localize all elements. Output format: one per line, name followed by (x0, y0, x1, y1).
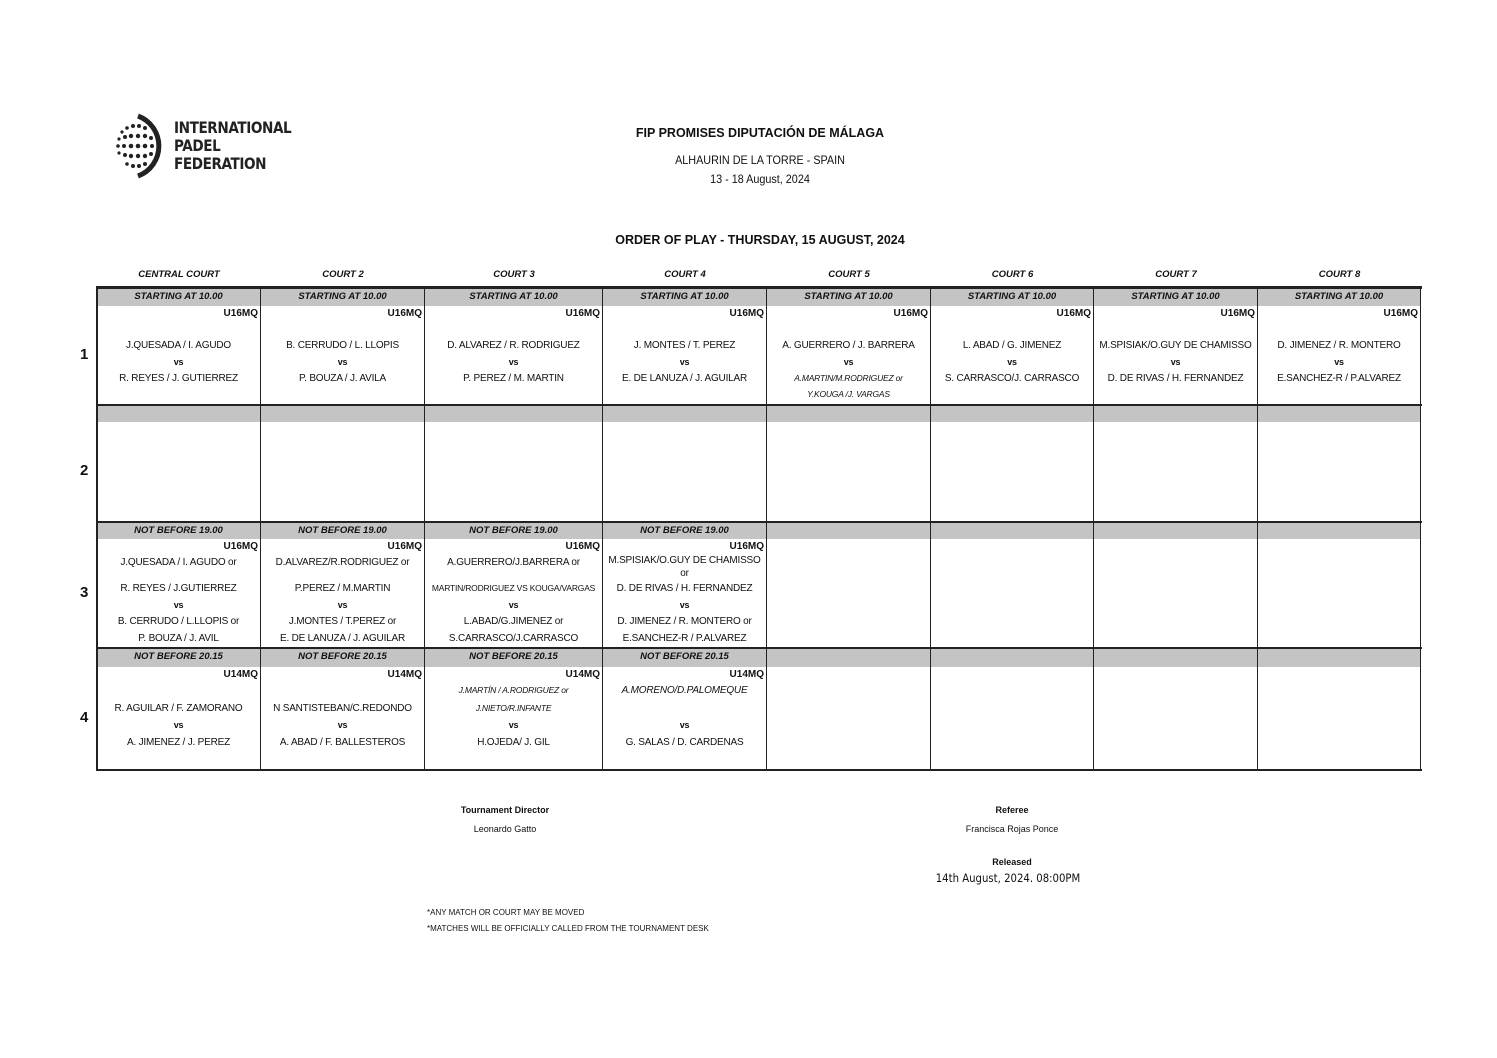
team-names: B. CERRUDO / L.LLOPIS or (117, 616, 240, 627)
start-time-bar: NOT BEFORE 19.00 (425, 522, 603, 539)
team-names: D.ALVAREZ/R.RODRIGUEZ or (275, 557, 410, 568)
start-time-bar (931, 648, 1094, 667)
start-time-bar (767, 522, 931, 539)
start-time-bar (767, 405, 931, 422)
team-names: A.GUERRERO/J.BARRERA or (447, 557, 580, 568)
team-names: J.QUESADA / I. AGUDO (126, 340, 231, 351)
match-cell[interactable] (425, 422, 603, 522)
team-names: P. BOUZA / J. AVILA (299, 373, 386, 384)
order-of-play-title: ORDER OF PLAY - THURSDAY, 15 AUGUST, 2024 (615, 233, 905, 247)
table-left-border (96, 288, 98, 770)
match-cell[interactable] (261, 306, 425, 405)
referee-label: Referee (995, 805, 1029, 815)
start-time-bar: NOT BEFORE 20.15 (603, 648, 767, 667)
team-names: A.MORENO/D.PALOMEQUE (621, 685, 748, 696)
row-divider (96, 522, 1422, 523)
team-names: D. ALVAREZ / R. RODRIGUEZ (447, 340, 580, 351)
match-cell[interactable] (425, 306, 603, 405)
match-cell[interactable] (1258, 306, 1421, 405)
team-names: S.CARRASCO/J.CARRASCO (448, 633, 579, 644)
round-number: 4 (80, 708, 89, 726)
start-time-bar (97, 405, 261, 422)
team-names: A. GUERRERO / J. BARRERA (782, 340, 915, 351)
team-names: R. REYES / J.GUTIERREZ (120, 583, 237, 594)
team-names: E. DE LANUZA / J. AGUILAR (279, 633, 406, 644)
team-names: L.ABAD/G.JIMENEZ or (463, 616, 564, 627)
match-cell[interactable] (261, 539, 425, 648)
court-header: COURT 6 (991, 269, 1034, 280)
start-time-bar (425, 405, 603, 422)
match-cell[interactable] (767, 306, 931, 405)
team-names: B. CERRUDO / L. LLOPIS (286, 340, 399, 351)
team-names: L. ABAD / G. JIMENEZ (962, 340, 1062, 351)
match-cell[interactable] (603, 306, 767, 405)
team-names: A. ABAD / F. BALLESTEROS (279, 737, 406, 748)
match-category: U16MQ (893, 308, 928, 319)
team-names: N SANTISTEBAN/C.REDONDO (273, 703, 412, 714)
team-names: E.SANCHEZ-R / P.ALVAREZ (622, 633, 747, 644)
start-time-bar (261, 405, 425, 422)
team-names: S. CARRASCO/J. CARRASCO (944, 373, 1080, 384)
match-cell[interactable] (931, 539, 1094, 648)
court-header: CENTRAL COURT (138, 269, 220, 280)
match-cell[interactable] (97, 422, 261, 522)
team-names: P. BOUZA / J. AVIL (138, 633, 219, 644)
round-number: 2 (80, 462, 89, 479)
logo-line: FEDERATION (174, 154, 267, 173)
versus-label: vs (173, 357, 184, 367)
versus-label: vs (337, 600, 348, 610)
versus-label: vs (1007, 357, 1017, 367)
versus-label: vs (679, 600, 690, 610)
start-time-bar: NOT BEFORE 19.00 (603, 522, 767, 539)
court-header: COURT 5 (828, 269, 870, 280)
match-category: U16MQ (729, 541, 764, 552)
team-names: D. JIMENEZ / R. MONTERO (1277, 340, 1401, 351)
start-time-bar: STARTING AT 10.00 (1258, 288, 1421, 306)
team-names: G. SALAS / D. CARDENAS (625, 737, 744, 748)
tournament-title: FIP PROMISES DIPUTACIÓN DE MÁLAGA (635, 126, 885, 140)
court-header: COURT 2 (322, 269, 364, 280)
start-time-bar: NOT BEFORE 20.15 (425, 648, 603, 667)
match-cell[interactable] (1094, 667, 1258, 770)
start-time-bar: STARTING AT 10.00 (261, 288, 425, 306)
padel-ball-logo-icon (112, 112, 164, 180)
versus-label: vs (508, 720, 519, 730)
start-time-bar: NOT BEFORE 19.00 (261, 522, 425, 539)
versus-label: vs (679, 720, 690, 730)
team-names: M.SPISIAK/O.GUY DE CHAMISSO (608, 555, 761, 566)
match-cell[interactable] (1094, 306, 1258, 405)
start-time-bar (1258, 522, 1421, 539)
team-names: J.MONTES / T.PEREZ or (288, 616, 397, 627)
team-names: M.SPISIAK/O.GUY DE CHAMISSO (1099, 340, 1252, 351)
team-names: MARTIN/RODRIGUEZ VS KOUGA/VARGAS (431, 583, 596, 593)
start-time-bar: STARTING AT 10.00 (767, 288, 931, 306)
referee-name: Francisca Rojas Ponce (965, 824, 1059, 834)
court-header: COURT 8 (1318, 269, 1361, 280)
match-category: U16MQ (565, 308, 600, 319)
match-cell[interactable] (603, 667, 767, 770)
start-time-bar (931, 522, 1094, 539)
match-cell[interactable] (261, 422, 425, 522)
team-names: P.PEREZ / M.MARTIN (294, 583, 391, 594)
match-cell[interactable] (767, 422, 931, 522)
row-divider (96, 769, 1422, 771)
match-category: U16MQ (1220, 308, 1255, 319)
versus-label: vs (337, 720, 348, 730)
start-time-bar: NOT BEFORE 20.15 (261, 648, 425, 667)
versus-label: vs (337, 357, 348, 367)
match-category: U16MQ (1383, 308, 1418, 319)
team-names: J. MONTES / T. PEREZ (633, 340, 736, 351)
match-cell[interactable] (97, 539, 261, 648)
team-names: Y.KOUGA /J. VARGAS (807, 389, 890, 399)
start-time-bar (1094, 405, 1258, 422)
team-names: E.SANCHEZ-R / P.ALVAREZ (1277, 373, 1401, 384)
match-cell[interactable] (931, 422, 1094, 522)
team-names: J.NIETO/R.INFANTE (475, 703, 552, 713)
team-names: or (680, 568, 689, 579)
match-category: U16MQ (223, 308, 258, 319)
match-cell[interactable] (603, 422, 767, 522)
match-cell[interactable] (767, 539, 931, 648)
start-time-bar (1094, 648, 1258, 667)
start-time-bar: STARTING AT 10.00 (931, 288, 1094, 306)
start-time-bar: STARTING AT 10.00 (425, 288, 603, 306)
match-category: U16MQ (1056, 308, 1091, 319)
match-cell[interactable] (1258, 422, 1421, 522)
team-names: J.MARTÍN / A.RODRIGUEZ or (458, 685, 569, 695)
match-category: U16MQ (565, 541, 600, 552)
director-label: Tournament Director (460, 805, 550, 815)
versus-label: vs (173, 600, 184, 610)
table-top-border (96, 286, 1422, 289)
match-category: U16MQ (387, 308, 422, 319)
match-category: U14MQ (387, 669, 422, 680)
released-label: Released (992, 857, 1032, 867)
row-divider (96, 648, 1422, 649)
team-names: J.QUESADA / I. AGUDO or (120, 557, 237, 568)
fip-logo (112, 112, 292, 180)
match-category: U16MQ (387, 541, 422, 552)
round-number: 1 (80, 345, 89, 363)
note: *MATCHES WILL BE OFFICIALLY CALLED FROM THE TOURNAMENT DESK (427, 924, 709, 933)
match-cell[interactable] (1258, 667, 1421, 770)
versus-label: vs (173, 720, 184, 730)
match-category: U14MQ (223, 669, 258, 680)
tournament-dates: 13 - 18 August, 2024 (710, 172, 810, 186)
start-time-bar (767, 648, 931, 667)
court-header: COURT 4 (664, 269, 706, 280)
versus-label: vs (679, 357, 690, 367)
match-cell[interactable] (425, 667, 603, 770)
match-cell[interactable] (1258, 539, 1421, 648)
court-header: COURT 3 (493, 269, 535, 280)
start-time-bar: STARTING AT 10.00 (603, 288, 767, 306)
match-cell[interactable] (931, 667, 1094, 770)
start-time-bar: STARTING AT 10.00 (97, 288, 261, 306)
match-category: U16MQ (729, 308, 764, 319)
team-names: R. AGUILAR / F. ZAMORANO (114, 703, 243, 714)
match-category: U14MQ (729, 669, 764, 680)
start-time-bar: STARTING AT 10.00 (1094, 288, 1258, 306)
versus-label: vs (1334, 357, 1344, 367)
round-number: 3 (80, 583, 89, 601)
match-cell[interactable] (603, 539, 767, 648)
note: *ANY MATCH OR COURT MAY BE MOVED (427, 908, 585, 917)
team-names: D. DE RIVAS / H. FERNANDEZ (1107, 373, 1244, 384)
start-time-bar: NOT BEFORE 19.00 (97, 522, 261, 539)
match-cell[interactable] (261, 667, 425, 770)
match-cell[interactable] (1094, 422, 1258, 522)
team-names: D. DE RIVAS / H. FERNANDEZ (616, 583, 753, 594)
tournament-location: ALHAURIN DE LA TORRE - SPAIN (675, 153, 845, 167)
start-time-bar (931, 405, 1094, 422)
team-names: A. JIMENEZ / J. PEREZ (126, 737, 231, 748)
released-value: 14th August, 2024. 08:00PM (935, 871, 1081, 885)
logo-line: PADEL (174, 136, 221, 155)
match-cell[interactable] (97, 306, 261, 405)
match-cell[interactable] (767, 667, 931, 770)
director-name: Leonardo Gatto (473, 824, 537, 834)
team-names: R. REYES / J. GUTIERREZ (119, 373, 238, 384)
versus-label: vs (508, 600, 519, 610)
match-category: U16MQ (223, 541, 258, 552)
match-category: U14MQ (565, 669, 600, 680)
row-divider (96, 405, 1422, 406)
team-names: D. JIMENEZ / R. MONTERO or (617, 616, 752, 627)
logo-line: INTERNATIONAL (174, 118, 292, 137)
versus-label: vs (1170, 357, 1181, 367)
match-cell[interactable] (425, 539, 603, 648)
team-names: A.MARTIN/M.RODRIGUEZ or (794, 373, 903, 383)
match-cell[interactable] (97, 667, 261, 770)
start-time-bar (1094, 522, 1258, 539)
team-names: E. DE LANUZA / J. AGUILAR (621, 373, 748, 384)
start-time-bar (1258, 405, 1421, 422)
versus-label: vs (843, 357, 854, 367)
team-names: P. PEREZ / M. MARTIN (463, 373, 564, 384)
match-cell[interactable] (931, 306, 1094, 405)
start-time-bar: NOT BEFORE 20.15 (97, 648, 261, 667)
start-time-bar (603, 405, 767, 422)
court-header: COURT 7 (1155, 269, 1197, 280)
versus-label: vs (508, 357, 519, 367)
start-time-bar (1258, 648, 1421, 667)
match-cell[interactable] (1094, 539, 1258, 648)
team-names: H.OJEDA/ J. GIL (477, 737, 550, 748)
